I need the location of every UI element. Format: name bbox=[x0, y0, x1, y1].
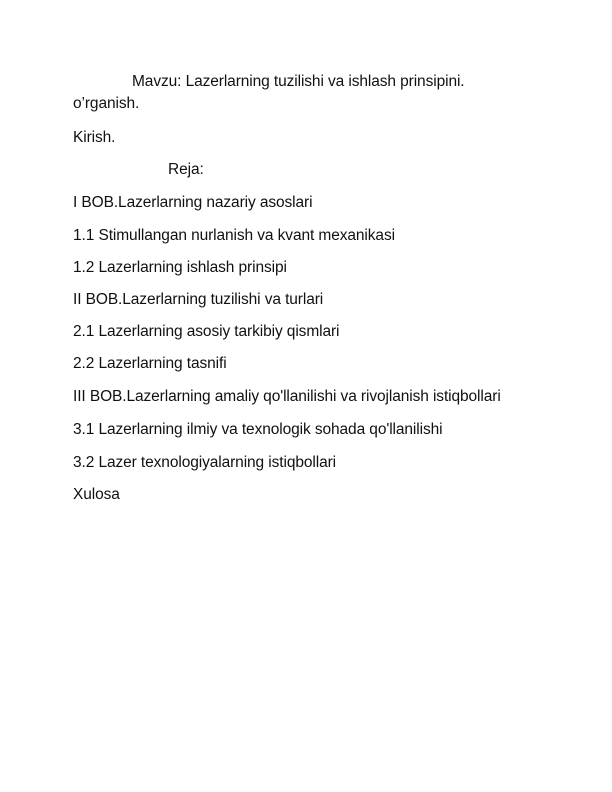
topic-title: Mavzu: Lazerlarning tuzilishi va ishlash prinsipini. bbox=[132, 73, 465, 90]
plan-heading: Reja: bbox=[168, 161, 204, 178]
toc-conclusion: Xulosa bbox=[73, 486, 120, 503]
toc-chapter-3: III BOB.Lazerlarning amaliy qo'llanilishi va rivojlanish istiqbollari bbox=[73, 388, 501, 405]
toc-section-2-1: 2.1 Lazerlarning asosiy tarkibiy qismlari bbox=[73, 323, 340, 340]
toc-section-2-2: 2.2 Lazerlarning tasnifi bbox=[73, 355, 227, 372]
toc-section-3-1: 3.1 Lazerlarning ilmiy va texnologik sohada qo'llanilishi bbox=[73, 421, 443, 438]
toc-chapter-1: I BOB.Lazerlarning nazariy asoslari bbox=[73, 194, 313, 211]
introduction-heading: Kirish. bbox=[73, 129, 116, 146]
toc-section-1-2: 1.2 Lazerlarning ishlash prinsipi bbox=[73, 259, 287, 276]
toc-section-1-1: 1.1 Stimullangan nurlanish va kvant mexanikasi bbox=[73, 227, 395, 244]
topic-title-continuation: o’rganish. bbox=[73, 95, 140, 112]
toc-chapter-2: II BOB.Lazerlarning tuzilishi va turlari bbox=[73, 291, 324, 308]
toc-section-3-2: 3.2 Lazer texnologiyalarning istiqbollari bbox=[73, 454, 337, 471]
